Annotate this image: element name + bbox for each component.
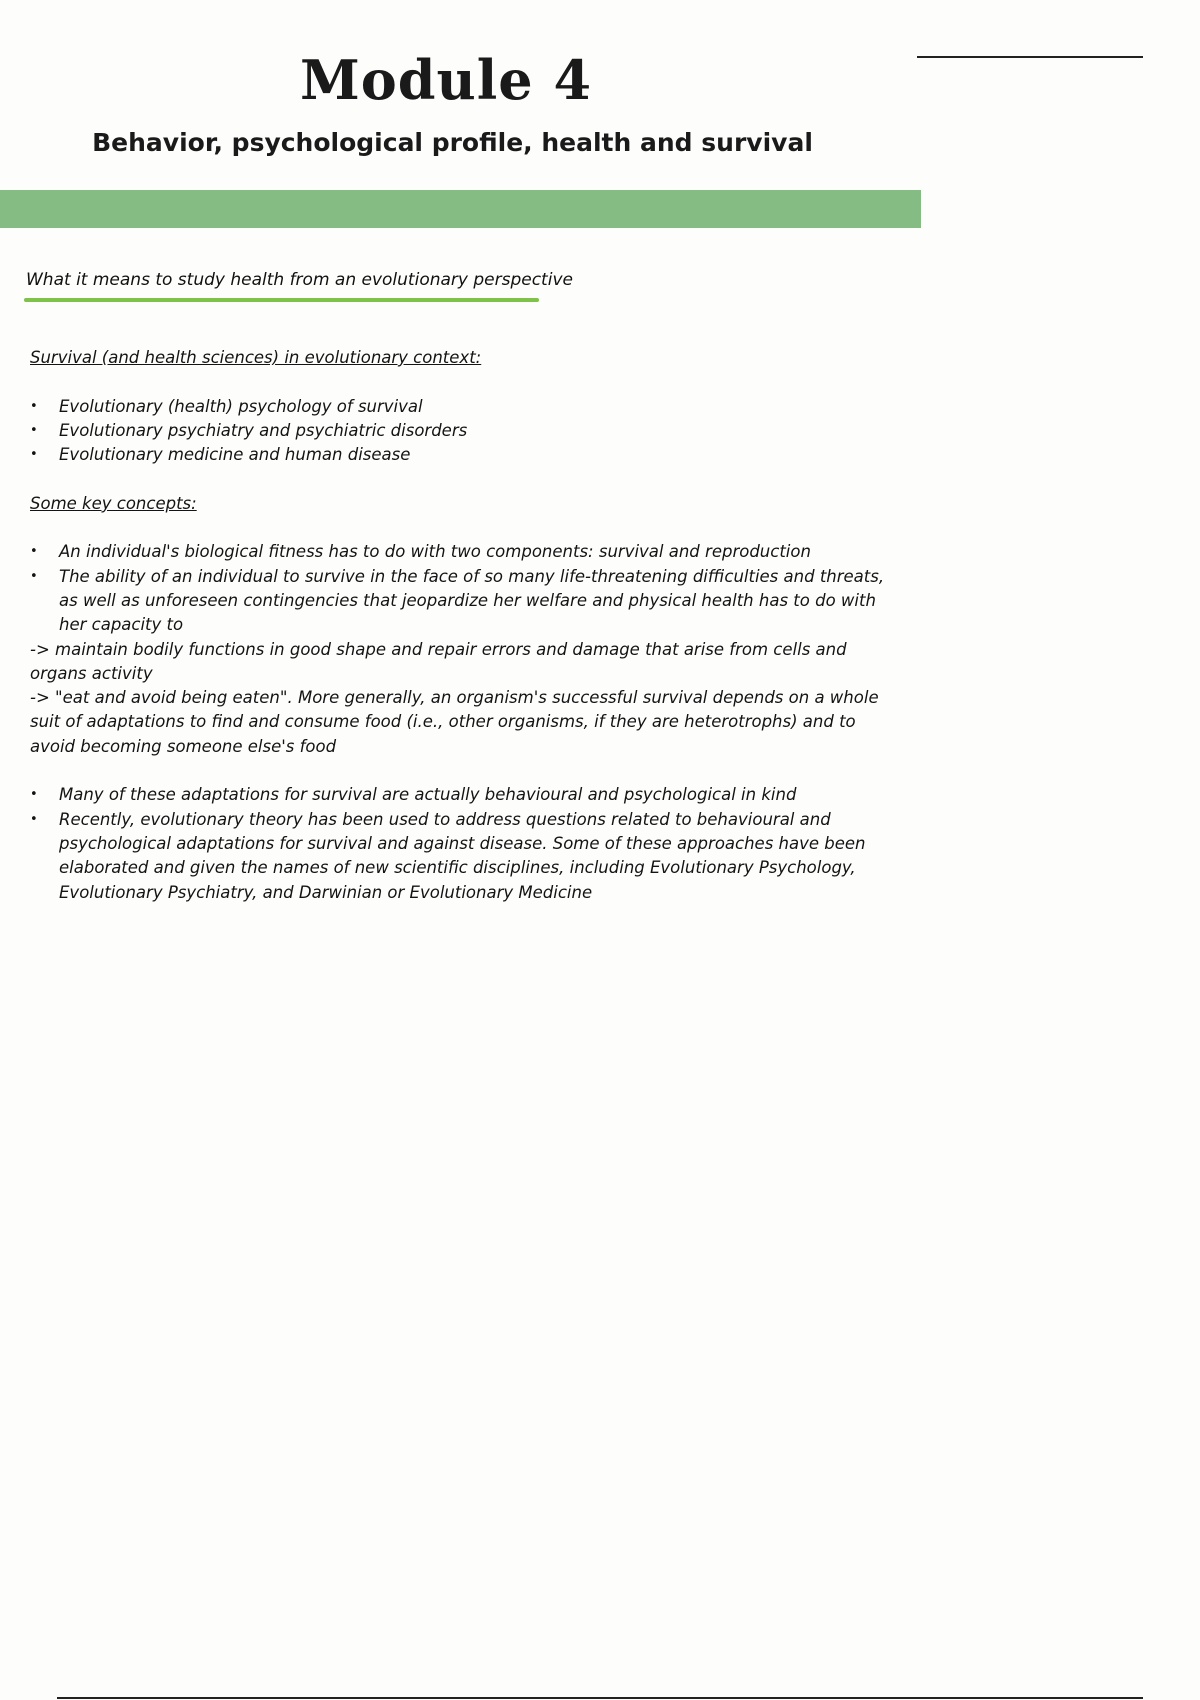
list-item: • Evolutionary (health) psychology of survival: [30, 395, 890, 419]
concepts-heading: Some key concepts:: [30, 493, 197, 513]
arrow-line: -> "eat and avoid being eaten". More generally, an organism's successful survival depends on a whole suit of adaptations to find and consume food (i.e., other organisms, if they are heterotrophs) and to avoid becoming someone else's food: [30, 688, 879, 756]
list-item: • Recently, evolutionary theory has been used to address questions related to behavioural and psychological adaptations for survival and against disease. Some of these approaches have been elaborated and given the names of new scientific disciplines, including Evolutionary Psychology, Evolutionary Psychiatry, and Darwinian or Evolutionary Medicine: [30, 808, 890, 905]
notes-body: [30, 346, 890, 905]
list-item: • The ability of an individual to survive in the face of so many life-threatening difficulties and threats, as well as unforeseen contingencies that jeopardize her welfare and physical health has to do with her capacity to: [30, 565, 890, 638]
page-subtitle: Behavior, psychological profile, health and survival: [92, 128, 813, 157]
section-heading: What it means to study health from an evolutionary perspective: [26, 270, 573, 290]
list-item: • Evolutionary psychiatry and psychiatric disorders: [30, 419, 890, 443]
list-item: • Many of these adaptations for survival are actually behavioural and psychological in kind: [30, 783, 890, 807]
page-title: Module 4: [299, 48, 593, 112]
list-item: • An individual's biological fitness has to do with two components: survival and reproduction: [30, 540, 890, 564]
list-item: • Evolutionary medicine and human disease: [30, 443, 890, 467]
top-rule: [917, 56, 1143, 58]
section-heading-underline: [24, 298, 539, 302]
concepts-list: [30, 540, 890, 637]
survival-heading: Survival (and health sciences) in evolutionary context:: [30, 348, 482, 367]
bottom-rule: [57, 1697, 1143, 1699]
survival-list: [30, 395, 890, 468]
green-banner: [0, 190, 921, 228]
adaptations-list: [30, 783, 890, 904]
arrow-line: -> maintain bodily functions in good shape and repair errors and damage that arise from cells and organs activity: [30, 639, 847, 683]
